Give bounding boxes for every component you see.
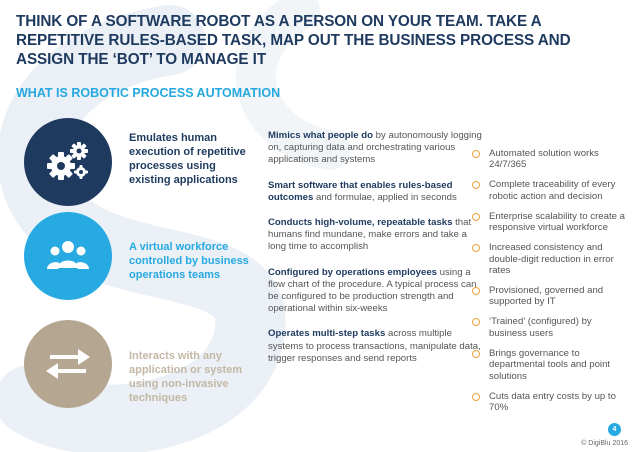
- benefit-item: [470, 285, 630, 308]
- paragraph-lead: Conducts high-volume, repeatable tasks: [268, 217, 453, 229]
- description-paragraph: [268, 180, 483, 204]
- section-subtitle: WHAT IS ROBOTIC PROCESS AUTOMATION: [16, 86, 281, 100]
- paragraph-body: across multiple systems to process transactions, manipulate data, trigger responses and send reports: [268, 328, 481, 364]
- circle-bullet-icon: [472, 181, 480, 189]
- benefit-item: [470, 211, 630, 234]
- circle-bullet-icon: [472, 150, 480, 158]
- benefit-text: Increased consistency and double-digit reduction in error rates: [489, 242, 614, 277]
- description-paragraph: [268, 267, 483, 316]
- benefit-text: ‘Trained’ (configured) by business users: [489, 316, 592, 339]
- paragraph-body: and formulae, applied in seconds: [313, 191, 457, 203]
- gears-icon: [45, 139, 91, 185]
- benefit-item: [470, 148, 630, 171]
- paragraph-body: by autonomously logging on, capturing data and orchestrating various applications and systems: [268, 130, 482, 166]
- paragraph-body: using a flow chart of the procedure. A typical process can be configured to be production strength and operational within six-weeks: [268, 266, 477, 315]
- circle-bullet-icon: [472, 350, 480, 358]
- label-virtual-workforce: A virtual workforce controlled by business operations teams: [129, 241, 249, 281]
- description-paragraph: [268, 217, 483, 254]
- benefit-text: Enterprise scalability to create a responsive virtual workforce: [489, 210, 625, 234]
- benefit-item: [470, 316, 630, 339]
- benefit-item: [470, 391, 630, 414]
- circle-bullet-icon: [472, 318, 480, 326]
- page-number-badge: 4: [608, 423, 621, 436]
- benefit-item: [470, 348, 630, 382]
- paragraph-body: that humans find mundane, make errors and take a long time to accomplish: [268, 217, 472, 253]
- benefit-text: Provisioned, governed and supported by IT: [489, 285, 604, 308]
- paragraph-lead: Smart software that enables rules-based outcomes: [268, 179, 453, 203]
- page-title: THINK OF A SOFTWARE ROBOT AS A PERSON ON YOUR TEAM. TAKE A REPETITIVE RULES-BASED TASK, MAP OUT THE BUSINESS PROCESS AND ASSIGN THE ‘BOT’ TO MANAGE IT: [16, 13, 571, 68]
- description-column: [268, 130, 483, 378]
- benefits-list: [470, 148, 630, 422]
- label-emulates-human: Emulates human execution of repetitive processes using existing applications: [129, 132, 246, 186]
- benefit-text: Complete traceability of every robotic action and decision: [489, 179, 616, 202]
- circle-bullet-icon: [472, 244, 480, 252]
- label-interacts-any-app: Interacts with any application or system using non-invasive techniques: [129, 350, 243, 404]
- benefit-text: Brings governance to departmental tools and point solutions: [489, 347, 611, 382]
- description-paragraph: [268, 328, 483, 365]
- circle-bullet-icon: [472, 393, 480, 401]
- gears-circle: [24, 118, 112, 206]
- benefit-text: Cuts data entry costs by up to 70%: [489, 390, 616, 414]
- paragraph-lead: Configured by operations employees: [268, 266, 437, 278]
- people-circle: [24, 212, 112, 300]
- paragraph-lead: Operates multi-step tasks: [268, 328, 386, 340]
- swap-arrows-icon: [46, 349, 90, 379]
- circle-bullet-icon: [472, 213, 480, 221]
- description-paragraph: [268, 130, 483, 167]
- copyright-notice: © DigiBlu 2016: [581, 440, 628, 447]
- paragraph-lead: Mimics what people do: [268, 130, 374, 141]
- circle-bullet-icon: [472, 287, 480, 295]
- people-group-icon: [47, 238, 89, 274]
- swap-circle: [24, 320, 112, 408]
- benefit-item: [470, 179, 630, 202]
- benefit-text: Automated solution works 24/7/365: [489, 148, 599, 171]
- benefit-item: [470, 242, 630, 276]
